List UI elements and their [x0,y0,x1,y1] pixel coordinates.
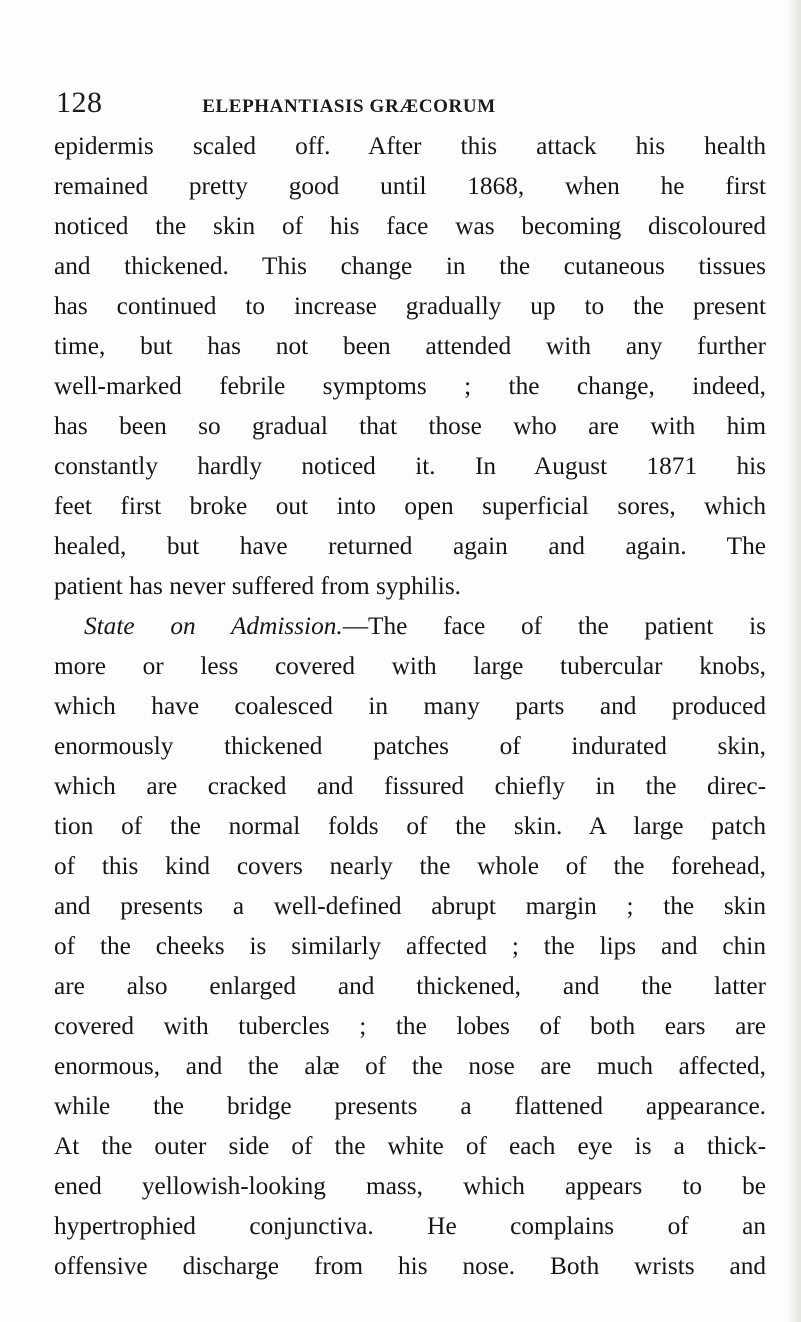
text-line: noticed the skin of his face was becoming discoloured [54,212,766,240]
text-line: patient has never suffered from syphilis. [54,572,461,600]
text-line: feet first broke out into open superficial sores, which [54,492,766,520]
text-line: ened yellowish-looking mass, which appears to be [54,1172,766,1200]
text-line: which have coalesced in many parts and produced [54,692,766,720]
text-line: epidermis scaled off. After this attack his health [54,132,766,160]
text-line: of the cheeks is similarly affected ; the lips and chin [54,932,766,960]
section-first-line-text: —The face of the patient is [342,612,766,640]
text-line: enormously thickened patches of indurated skin, [54,732,766,760]
text-line: of this kind covers nearly the whole of the forehead, [54,852,766,880]
text-line: enormous, and the alæ of the nose are much affected, [54,1052,766,1080]
text-line: tion of the normal folds of the skin. A large patch [54,812,766,840]
text-line: constantly hardly noticed it. In August 1871 his [54,452,766,480]
text-line: healed, but have returned again and again. The [54,532,766,560]
text-line: more or less covered with large tubercular knobs, [54,652,766,680]
text-line: has continued to increase gradually up to the present [54,292,766,320]
text-line: and thickened. This change in the cutaneous tissues [54,252,766,280]
body-text [54,126,766,1286]
text-line: offensive discharge from his nose. Both wrists and [54,1252,766,1280]
page-header [56,86,776,126]
running-title: ELEPHANTIASIS GRÆCORUM [202,96,496,117]
text-line: hypertrophied conjunctiva. He complains of an [54,1212,766,1240]
section-first-line [54,606,766,646]
text-line: well-marked febrile symptoms ; the change, indeed, [54,372,766,400]
text-line: time, but has not been attended with any further [54,332,766,360]
section-heading: State on Admission. [84,612,343,640]
text-line: while the bridge presents a flattened appearance. [54,1092,766,1120]
text-line: and presents a well-defined abrupt margin ; the skin [54,892,766,920]
text-line: which are cracked and fissured chiefly in the direc- [54,772,766,800]
text-line: are also enlarged and thickened, and the latter [54,972,766,1000]
page-number: 128 [56,86,103,119]
page-edge-shadow [787,0,801,1322]
text-line: covered with tubercles ; the lobes of both ears are [54,1012,766,1040]
text-line: has been so gradual that those who are with him [54,412,766,440]
text-line: remained pretty good until 1868, when he first [54,172,766,200]
text-line: At the outer side of the white of each eye is a thick- [54,1132,766,1160]
